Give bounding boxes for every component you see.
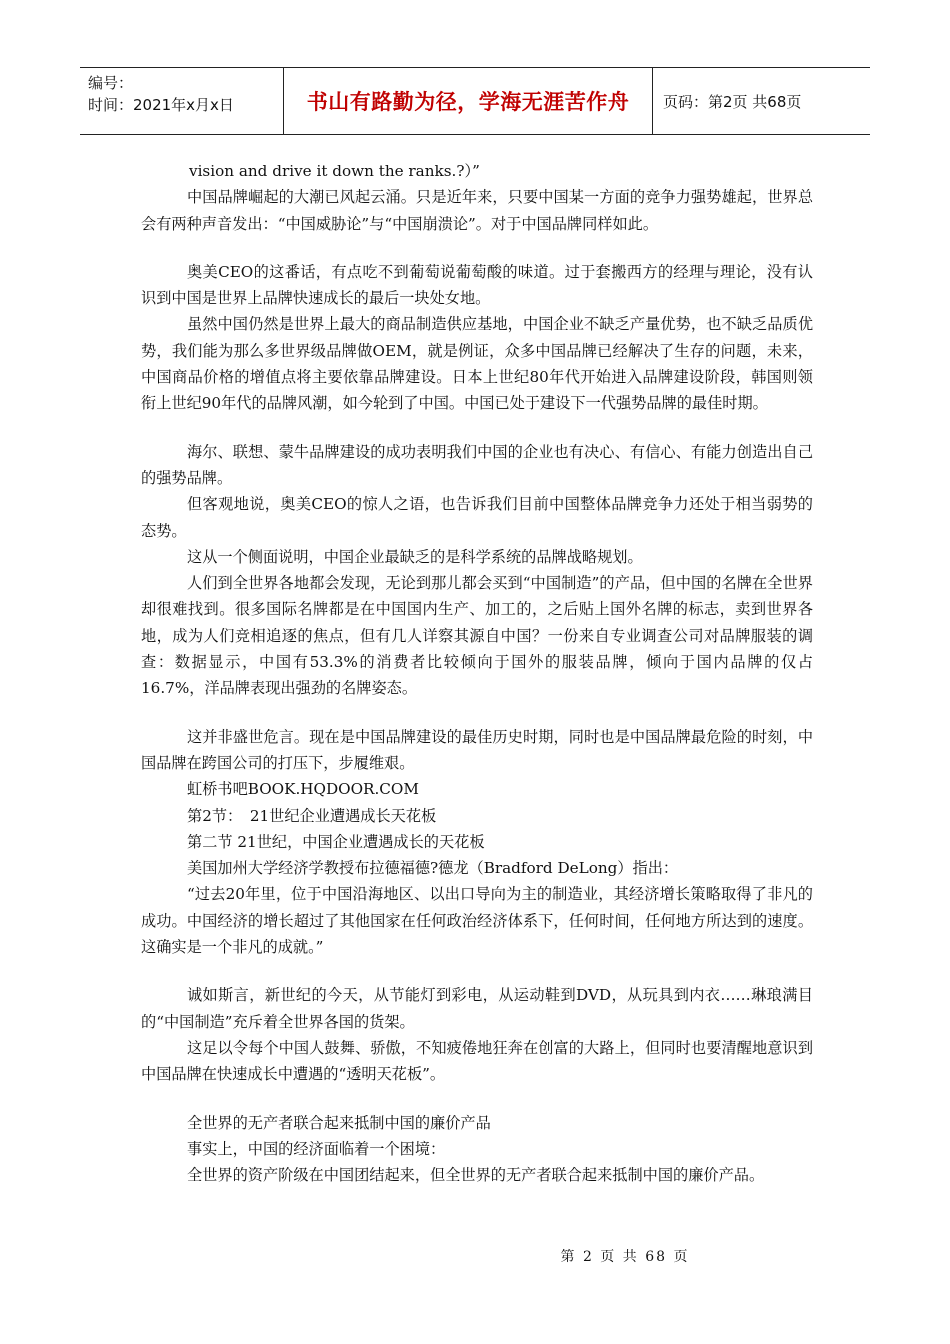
header-page-info: 页码：第2页 共68页 xyxy=(663,92,802,111)
page-footer: 第 2 页 共 68 页 xyxy=(560,1249,690,1265)
section-subheading: 第二节 21世纪，中国企业遭遇成长的天花板 xyxy=(187,832,485,851)
paragraph-gap xyxy=(141,237,813,259)
paragraph: 全世界的资产阶级在中国团结起来，但全世界的无产者联合起来抵制中国的廉价产品。 xyxy=(187,1166,765,1185)
page-header xyxy=(80,67,870,135)
paragraph: 这从一个侧面说明，中国企业最缺乏的是科学系统的品牌战略规划。 xyxy=(187,547,643,566)
paragraph: vision and drive it down the ranks.?）” xyxy=(189,162,480,180)
paragraph: 人们到全世界各地都会发现，无论到那儿都会买到“中国制造”的产品，但中国的名牌在全世界却很难找到。很多国际名牌都是在中国国内生产、加工的，之后贴上国外名牌的标志，卖到世界各地，成为人们竞相追逐的焦点，但有几人详察其源自中国？一份来自专业调查公司对品牌服装的调查：数据显示，中国有53.3%的消费者比较倾向于国外的服装品牌，倾向于国内品牌的仅占16.7%，洋品牌表现出强劲的名牌姿态。 xyxy=(141,574,813,698)
paragraph-gap xyxy=(141,702,813,724)
paragraph-gap xyxy=(141,960,813,982)
paragraph: 全世界的无产者联合起来抵制中国的廉价产品 xyxy=(187,1113,491,1132)
paragraph: 事实上，中国的经济面临着一个困境： xyxy=(187,1139,446,1158)
paragraph: 这足以令每个中国人鼓舞、骄傲，不知疲倦地狂奔在创富的大路上，但同时也要清醒地意识到中国品牌在快速成长中遭遇的“透明天花板”。 xyxy=(141,1038,813,1084)
paragraph: 诚如斯言，新世纪的今天，从节能灯到彩电，从运动鞋到DVD，从玩具到内衣……琳琅满目的“中国制造”充斥着全世界各国的货架。 xyxy=(141,986,813,1031)
paragraph: 虹桥书吧BOOK.HQDOOR.COM xyxy=(187,780,419,799)
paragraph: 中国品牌崛起的大潮已风起云涌。只是近年来，只要中国某一方面的竞争力强势雄起，世界总会有两种声音发出：“中国威胁论”与“中国崩溃论”。对于中国品牌同样如此。 xyxy=(141,188,813,233)
section-heading: 第2节： 21世纪企业遭遇成长天花板 xyxy=(187,806,437,825)
paragraph: 美国加州大学经济学教授布拉德福德?德龙（Bradford DeLong）指出： xyxy=(187,859,679,878)
paragraph-gap xyxy=(141,417,813,439)
document-body xyxy=(141,158,813,1188)
quote-paragraph: “过去20年里，位于中国沿海地区、以出口导向为主的制造业，其经济增长策略取得了非凡的成功。中国经济的增长超过了其他国家在任何政治经济体系下，任何时间，任何地方所达到的速度。这确实是一个非凡的成就。” xyxy=(141,885,813,957)
header-meta xyxy=(80,68,283,134)
document-number-label: 编号： xyxy=(88,74,134,92)
paragraph: 但客观地说，奥美CEO的惊人之语，也告诉我们目前中国整体品牌竞争力还处于相当弱势的态势。 xyxy=(141,495,813,540)
paragraph: 虽然中国仍然是世界上最大的商品制造供应基地，中国企业不缺乏产量优势，也不缺乏品质优势，我们能为那么多世界级品牌做OEM，就是例证，众多中国品牌已经解决了生存的问题，未来，中国商品价格的增值点将主要依靠品牌建设。日本上世纪80年代开始进入品牌建设阶段，韩国则领衔上世纪90年代的品牌风潮，如今轮到了中国。中国已处于建设下一代强势品牌的最佳时期。 xyxy=(141,315,813,413)
paragraph: 这并非盛世危言。现在是中国品牌建设的最佳历史时期，同时也是中国品牌最危险的时刻，中国品牌在跨国公司的打压下，步履维艰。 xyxy=(141,727,813,772)
document-date-label: 时间：2021年x月x日 xyxy=(88,96,234,114)
paragraph-gap xyxy=(141,1088,813,1110)
header-motto: 书山有路勤为径，学海无涯苦作舟 xyxy=(283,68,653,134)
paragraph: 奥美CEO的这番话，有点吃不到葡萄说葡萄酸的味道。过于套搬西方的经理与理论，没有认识到中国是世界上品牌快速成长的最后一块处女地。 xyxy=(141,262,813,308)
paragraph: 海尔、联想、蒙牛品牌建设的成功表明我们中国的企业也有决心、有信心、有能力创造出自己的强势品牌。 xyxy=(141,442,813,487)
